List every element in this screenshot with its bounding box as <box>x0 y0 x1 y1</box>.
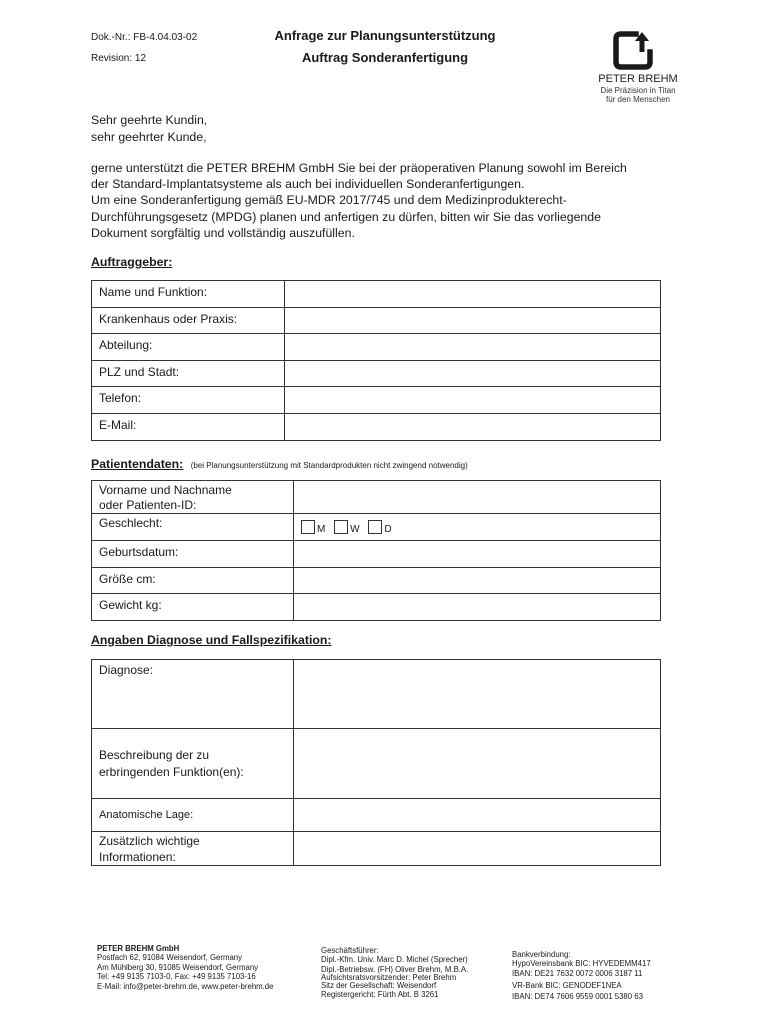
telefon-label: Telefon: <box>92 387 285 414</box>
table-row <box>92 541 661 568</box>
patientendaten-heading: Patientendaten: <box>91 457 184 471</box>
footer-bank-line-3: IBAN: DE21 7632 0072 0006 3187 11 <box>512 968 643 978</box>
abteilung-field[interactable] <box>285 334 661 361</box>
salutation-line-2: sehr geehrter Kunde, <box>91 130 207 144</box>
salutation-line-1: Sehr geehrte Kundin, <box>91 113 208 127</box>
gender-option-m-label: M <box>317 524 326 535</box>
footer-management-line-4: Aufsichtsratsvorsitzender: Peter Brehm <box>321 973 457 983</box>
table-row <box>92 414 661 441</box>
funktion-field[interactable] <box>294 729 661 799</box>
patientendaten-table <box>91 480 661 621</box>
geburtsdatum-field[interactable] <box>294 541 661 568</box>
krankenhaus-label: Krankenhaus oder Praxis: <box>92 308 285 334</box>
gender-option-d[interactable] <box>368 520 391 535</box>
patient-name-field[interactable] <box>294 481 661 514</box>
patientendaten-heading-row <box>91 455 468 473</box>
table-row <box>92 832 661 866</box>
logo-tagline-1: Die Präzision in Titan <box>600 86 676 95</box>
footer-bank-heading: Bankverbindung: <box>512 950 571 959</box>
title-line-1: Anfrage zur Planungsunterstützung <box>274 28 496 43</box>
footer-company-phone: Tel: +49 9135 7103-0, Fax: +49 9135 7103-16 <box>97 972 256 982</box>
footer-management-line-2: Dipl.-Kfm. Univ. Marc D. Michel (Sprecher) <box>321 955 468 965</box>
footer-bank-line-5: IBAN: DE74 7606 9559 0001 5380 63 <box>512 991 643 1001</box>
table-row <box>92 387 661 414</box>
gewicht-field[interactable] <box>294 594 661 621</box>
intro-line-5: Dokument sorgfältig und vollständig auszufüllen. <box>91 226 355 240</box>
footer-management-line-5: Sitz der Gesellschaft: Weisendorf <box>321 981 437 991</box>
revision-number: Revision: 12 <box>91 53 147 64</box>
intro-line-4: Durchführungsgesetz (MPDG) planen und anfertigen zu dürfen, bitten wir Sie das vorliegende <box>91 210 601 224</box>
footer-management-heading: Geschäftsführer: <box>321 946 379 955</box>
patient-name-label-line-2: oder Patienten-ID: <box>99 498 197 512</box>
email-field[interactable] <box>285 414 661 441</box>
title-line-2: Auftrag Sonderanfertigung <box>301 50 469 65</box>
patient-name-label <box>92 481 294 514</box>
funktion-label-line-2: erbringenden Funktion(en): <box>99 764 244 779</box>
name-funktion-field[interactable] <box>285 281 661 308</box>
footer-bank-line-4: VR-Bank BIC: GENODEF1NEA <box>512 981 622 991</box>
footer-bank-line-2: HypoVereinsbank BIC: HYVEDEMM417 <box>512 959 651 969</box>
footer-company-postbox: Postfach 62, 91084 Weisendorf, Germany <box>97 953 243 963</box>
krankenhaus-field[interactable] <box>285 308 661 334</box>
table-row <box>92 729 661 799</box>
email-label: E-Mail: <box>92 414 285 441</box>
table-row <box>92 481 661 514</box>
info-label-line-2: Informationen: <box>99 850 176 864</box>
logo-tagline-2: für den Menschen <box>605 95 671 104</box>
patientendaten-note: (bei Planungsunterstützung mit Standardprodukten nicht zwingend notwendig) <box>190 461 468 470</box>
table-row <box>92 568 661 594</box>
patient-name-label-line-1: Vorname und Nachname <box>99 483 232 497</box>
gender-option-w[interactable] <box>334 520 359 535</box>
auftraggeber-table <box>91 280 661 441</box>
plz-stadt-field[interactable] <box>285 361 661 387</box>
logo-company-name: PETER BREHM <box>598 73 678 85</box>
plz-stadt-label: PLZ und Stadt: <box>92 361 285 387</box>
footer-company-email: E-Mail: info@peter-brehm.de, www.peter-brehm.de <box>97 981 274 991</box>
document-number: Dok.-Nr.: FB-4.04.03-02 <box>91 32 198 43</box>
footer-management-line-6: Registergericht: Fürth Abt. B 3261 <box>321 990 439 1000</box>
footer-bank <box>512 950 692 1001</box>
funktion-label-line-1: Beschreibung der zu <box>99 747 210 762</box>
groesse-label: Größe cm: <box>92 568 294 594</box>
gender-option-w-label: W <box>350 524 360 535</box>
footer-management-line-3: Dipl.-Betriebsw. (FH) Oliver Brehm, M.B.A. <box>321 964 469 974</box>
info-label-line-1: Zusätzlich wichtige <box>99 834 200 848</box>
intro-line-3: Um eine Sonderanfertigung gemäß EU-MDR 2017/745 und dem Medizinprodukterecht- <box>91 193 567 207</box>
geschlecht-field <box>294 514 661 541</box>
table-row <box>92 308 661 334</box>
anatomische-lage-label: Anatomische Lage: <box>92 799 294 832</box>
info-label <box>92 832 294 866</box>
peter-brehm-logo-icon <box>612 28 662 73</box>
footer-company <box>97 944 307 991</box>
table-row <box>92 514 661 541</box>
footer-company-name: PETER BREHM GmbH <box>97 944 180 953</box>
gender-options <box>301 520 398 535</box>
table-row <box>92 660 661 729</box>
anatomische-lage-field[interactable] <box>294 799 661 832</box>
intro-line-2: der Standard-Implantatsysteme als auch bei individuellen Sonderanfertigungen. <box>91 177 525 191</box>
footer-company-address: Am Mühlberg 30, 91085 Weisendorf, Germany <box>97 962 259 972</box>
info-field[interactable] <box>294 832 661 866</box>
intro-line-1: gerne unterstützt die PETER BREHM GmbH Sie bei der präoperativen Planung sowohl im Bereich <box>91 161 627 175</box>
geburtsdatum-label: Geburtsdatum: <box>92 541 294 568</box>
diagnose-heading: Angaben Diagnose und Fallspezifikation: <box>91 633 332 647</box>
abteilung-label: Abteilung: <box>92 334 285 361</box>
checkbox-m[interactable] <box>301 520 315 534</box>
footer-management <box>321 946 506 1000</box>
gender-option-m[interactable] <box>301 520 325 535</box>
table-row <box>92 361 661 387</box>
diagnose-field[interactable] <box>294 660 661 729</box>
funktion-label <box>92 729 294 799</box>
auftraggeber-heading: Auftraggeber: <box>91 255 173 269</box>
table-row <box>92 281 661 308</box>
checkbox-d[interactable] <box>368 520 382 534</box>
table-row <box>92 799 661 832</box>
table-row <box>92 334 661 361</box>
table-row <box>92 594 661 621</box>
diagnose-table <box>91 659 661 866</box>
telefon-field[interactable] <box>285 387 661 414</box>
gender-option-d-label: D <box>384 524 392 535</box>
name-funktion-label: Name und Funktion: <box>92 281 285 308</box>
geschlecht-label: Geschlecht: <box>92 514 294 541</box>
gewicht-label: Gewicht kg: <box>92 594 294 621</box>
checkbox-w[interactable] <box>334 520 348 534</box>
diagnose-label: Diagnose: <box>92 660 294 729</box>
groesse-field[interactable] <box>294 568 661 594</box>
